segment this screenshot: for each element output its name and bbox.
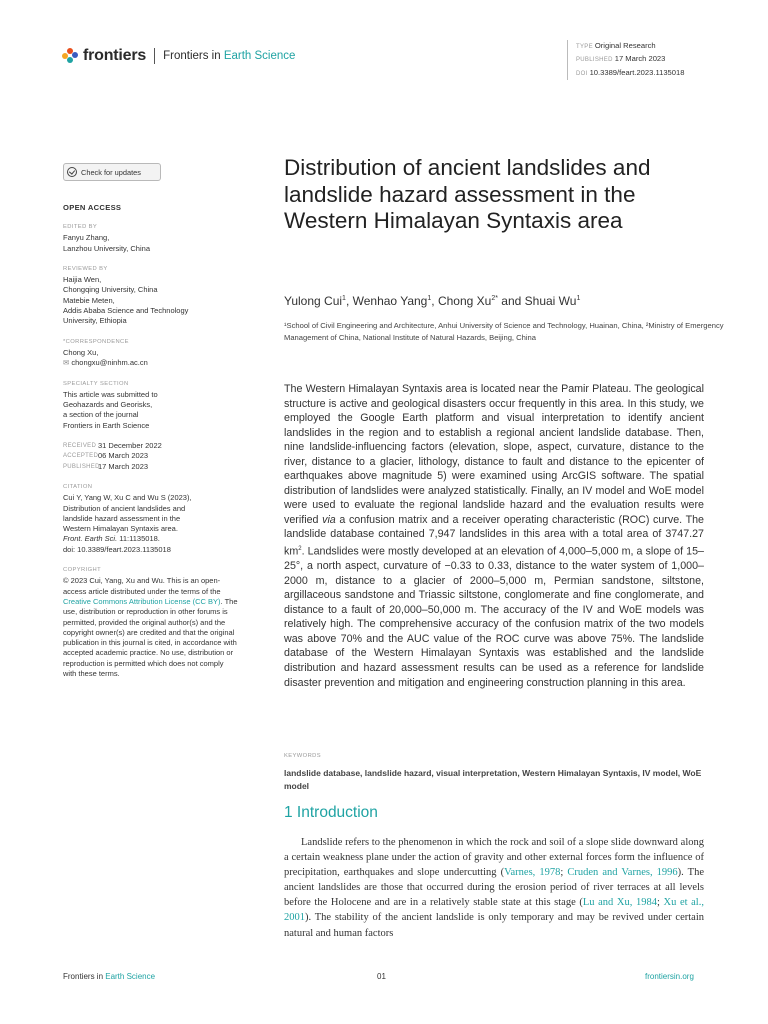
abstract: The Western Himalayan Syntaxis area is located near the Pamir Plateau. The geological structure is active and geological disasters occur frequently in this area. In this study, we employed the Google Earth platform and visual interpretation to identify ancient landslides in the region and to establish a regional ancient landslide database. Then, nine landslide-influencing factors (elevation, slope, aspect, curvature, distance to the river, distance to a glacier, lithology, distance to fault and distance to the epicenter of earthquakes above magnitude 5) were examined using ArcGIS software. The spatial distribution of landslides were analyzed statistically. Finally, an IV model and WoE model were used to evaluate the regional landslide hazard and the evaluation results were verified via a confusion matrix and a receiver operating characteristic (ROC) curve. The landslide database contained 7,947 landslides in this area with a total area of 3747.27 $km^2$. Landslides were mostly developed at an elevation of 4,000–5,000 m, a slope of 15–25°, a north aspect, curvature of −0.33 to 0.33, distance to the water system of 1,000–2000 m, distance to a glacier of 2000–5,000 m, Permian sandstone, siltstone, argillaceous sandstone and Triassic siltstone, conglomerate and fine conglomerate, and distance to a fault of 20,000–50,000 m. The accuracy of the IV and WoE models was relatively high. The comprehensive accuracy of the confusion matrix of the two models was above 70% and the AUC value of the ROC curve was above 75%. The landslide database of the Western Himalayan Syntaxis was established and the landslide distribution and hazard assessment results can be used as a reference for landslide disaster prevention and mitigation and engineering construction planning in this area. xyxy=(284,383,704,689)
footer-site-link[interactable]: frontiersin.org xyxy=(645,972,694,981)
keywords: landslide database, landslide hazard, visual interpretation, Western Himalayan Syntaxis, IV model, WoE model xyxy=(284,768,702,791)
edited-by: EDITED BY Fanyu Zhang, Lanzhou University, China xyxy=(63,224,150,253)
brand-name: frontiers xyxy=(83,47,147,64)
author-list: Yulong Cui$^1$, Wenhao Yang$^1$, Chong $Xu^{2*}$ and Shuai Wu$^1$ xyxy=(284,294,581,308)
author-name[interactable]: Wenhao Yang xyxy=(352,294,428,308)
check-for-updates-button[interactable]: Check for updates xyxy=(63,163,161,181)
footer-journal: Frontiers in Earth Science xyxy=(63,972,156,981)
author-name[interactable]: Shuai Wu xyxy=(524,294,577,308)
reference-link[interactable]: Varnes, 1978 xyxy=(504,867,561,879)
reference-link[interactable]: Xu et al., 2001 xyxy=(284,897,704,924)
article-type: Original Research xyxy=(594,41,656,50)
page-number: 01 xyxy=(377,972,386,981)
journal-name: Frontiers in Earth Science xyxy=(163,50,296,62)
copyright: COPYRIGHT © 2023 Cui, Yang, Xu and Wu. This is an open-access article distributed under the terms of the Creative Commons Attribution License (CC BY). The use, distribution or reproduction in other forums is permitted, provided the original author(s) and the copyright owner(s) are credited and that the original publication in this journal is cited, in accordance with accepted academic practice. No use, distribution or reproduction is permitted which does not comply with these terms. xyxy=(63,567,238,678)
reference-link[interactable]: Cruden and Varnes, 1996 xyxy=(567,867,678,879)
article-title: Distribution of ancient landslides and landslide hazard assessment in the Western Himalayan Syntaxis area xyxy=(284,155,651,233)
published-date: 17 March 2023 xyxy=(614,54,666,64)
author-name[interactable]: Chong Xu xyxy=(437,294,492,308)
open-access-label: OPEN ACCESS xyxy=(63,203,122,212)
introduction-text: Landslide refers to the phenomenon in which the rock and soil of a slope slide downward along a certain weakness plane under the action of gravity and other external forces form the influence of precipitation, earthquakes and slope undercutting (Varnes, 1978; Cruden and Varnes, 1996). The ancient landslides are those that occurred during the erosion period of river terraces at all levels before the Holocene and are in a relatively stable state at this stage (Lu and Xu, 1984; Xu et al., 2001). The stability of the ancient landslide is only temporary and may be revived under certain natural and human factors xyxy=(284,837,704,939)
correspondence-email[interactable]: chongxu@ninhm.ac.cn xyxy=(71,358,148,368)
correspondence: *CORRESPONDENCE Chong Xu, ✉ chongxu@ninhm.ac.cn xyxy=(63,338,148,368)
check-icon xyxy=(67,167,77,177)
dates: RECEIVED 31 December 2022 ACCEPTED 06 March 2023 PUBLISHED 17 March 2023 xyxy=(63,441,162,471)
citation: CITATION Cui Y, Yang W, Xu C and Wu S (2023), Distribution of ancient landslides and landslide hazard assessment in the Western Himalayan Syntaxis area. Front. Earth Sci. 11:1135018. doi: 10.3389/feart.2023.1135018 xyxy=(63,482,238,555)
journal-logo[interactable] xyxy=(62,47,295,65)
keywords-heading: KEYWORDS xyxy=(284,753,322,759)
article-meta: TYPE Original Research PUBLISHED 17 March 2023 DOI 10.3389/feart.2023.1135018 xyxy=(567,40,684,80)
reference-link[interactable]: Lu and Xu, 1984 xyxy=(582,897,657,909)
author-name[interactable]: Yulong Cui xyxy=(284,294,343,308)
license-link[interactable]: Creative Commons Attribution License (CC BY) xyxy=(63,596,221,606)
citation-doi[interactable]: doi: 10.3389/feart.2023.1135018 xyxy=(63,544,171,554)
sidebar-info xyxy=(63,222,238,689)
doi-link[interactable]: 10.3389/feart.2023.1135018 xyxy=(589,67,685,77)
logo-divider xyxy=(154,48,155,64)
email-icon: ✉ xyxy=(63,358,72,368)
reviewed-by: REVIEWED BY Haijia Wen, Chongqing University, China Matebie Meten, Addis Ababa Science and Technology University, Ethiopia xyxy=(63,265,189,326)
affiliations: ¹School of Civil Engineering and Architecture, Anhui University of Science and Technology, Huainan, China, ²Ministry of Emergency Management of China, National Institute of Natural Hazards, Beijing, China xyxy=(284,321,724,342)
frontiers-logo-icon xyxy=(62,48,78,64)
section-heading: 1 Introduction xyxy=(284,804,378,821)
specialty-section: SPECIALTY SECTION This article was submitted to Geohazards and Georisks, a section of the journal Frontiers in Earth Science xyxy=(63,380,158,430)
